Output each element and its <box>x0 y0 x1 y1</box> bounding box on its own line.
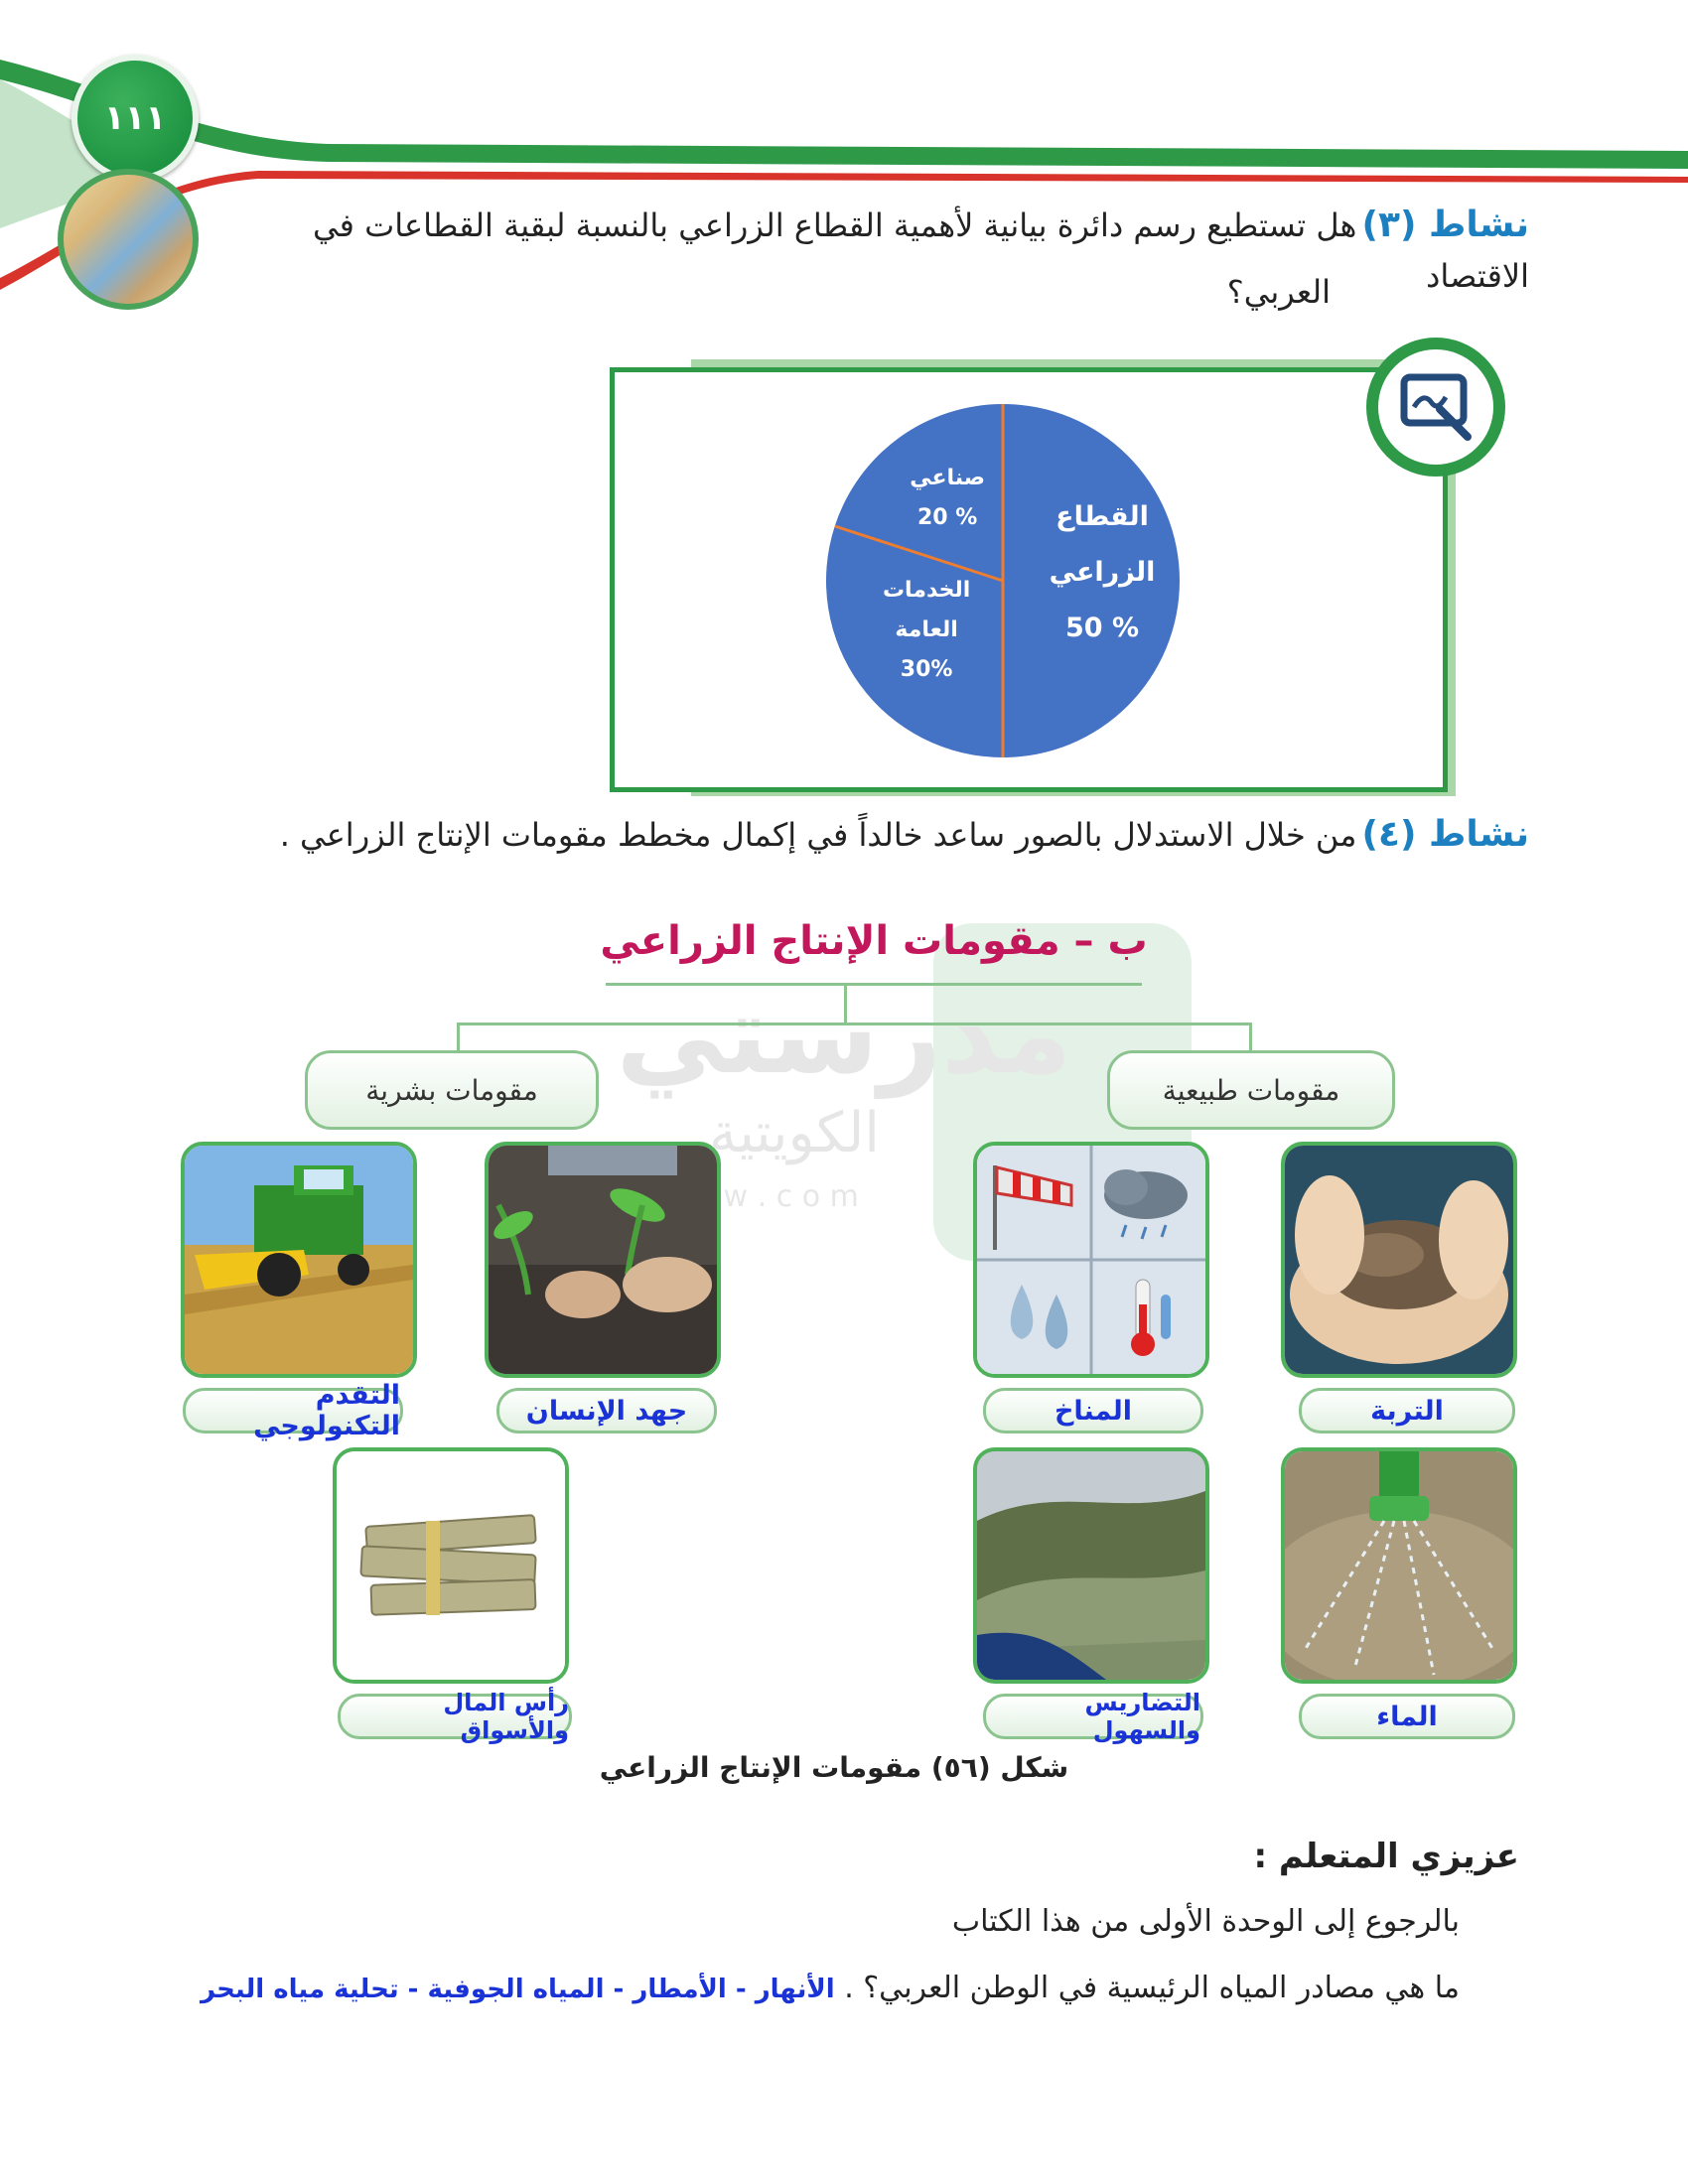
natural-factors-box <box>1107 1050 1395 1130</box>
activity3-question-line1: هل تستطيع رسم دائرة بيانية لأهمية القطاع الزراعي بالنسبة لبقية القطاعات في الاقتصاد <box>312 206 1529 295</box>
learner-question: ما هي مصادر المياه الرئيسية في الوطن العربي؟ . <box>844 1971 1460 2005</box>
figure-caption: شكل (٥٦) مقومات الإنتاج الزراعي <box>599 1751 1069 1784</box>
activity3-question-line2: العربي؟ <box>1226 273 1331 311</box>
pie-chart <box>814 392 1192 769</box>
label-human-effort-text: جهد الإنسان <box>525 1395 688 1427</box>
pie-label-1: الخدمات العامة 30% <box>882 577 971 682</box>
water-sprinkler-photo <box>1281 1447 1517 1684</box>
label-climate <box>983 1388 1203 1433</box>
learner-question-line <box>179 1971 1460 2005</box>
activity4-title: نشاط (٤) <box>1361 814 1529 855</box>
pie-label-2: صناعي % 20 <box>910 466 986 531</box>
label-soil <box>1299 1388 1515 1433</box>
learner-answer: الأنهار - الأمطار - المياه الجوفية - تحلية مياه البحر <box>200 1975 835 2004</box>
page-number-badge <box>71 55 199 182</box>
label-terrain <box>983 1689 1203 1744</box>
label-human-effort <box>496 1388 717 1433</box>
soil-photo <box>1281 1142 1517 1378</box>
label-technology <box>183 1380 403 1441</box>
page-number: ١١١ <box>103 98 167 138</box>
label-climate-text: المناخ <box>1054 1395 1133 1427</box>
watermark-line3: w . c o m <box>723 1179 859 1214</box>
harvester-photo <box>181 1142 417 1378</box>
climate-icons <box>973 1142 1209 1378</box>
activity4-question-text: من خلال الاستدلال بالصور ساعد خالداً في إكمال مخطط مقومات الإنتاج الزراعي . <box>279 816 1357 854</box>
activity4-question <box>228 814 1529 855</box>
watermark-line1: مدرستي <box>616 971 1072 1098</box>
activity3-question <box>209 199 1529 300</box>
diagram-heading: ب – مقومات الإنتاج الزراعي <box>600 918 1148 964</box>
pie-label-0: القطاع الزراعي % 50 <box>1049 501 1156 643</box>
label-capital <box>338 1689 572 1744</box>
connector-right <box>1249 1023 1252 1052</box>
learner-heading: عزيزي المتعلم : <box>1253 1837 1519 1876</box>
human-factors-box <box>305 1050 599 1130</box>
human-factors-title: مقومات بشرية <box>365 1073 538 1107</box>
learner-line1: بالرجوع إلى الوحدة الأولى من هذا الكتاب <box>951 1904 1460 1939</box>
activity3-title: نشاط (٣) <box>1361 205 1529 245</box>
label-soil-text: التربة <box>1370 1395 1444 1427</box>
heading-underline <box>606 983 1142 986</box>
connector-center <box>844 986 847 1025</box>
connector-horizontal <box>457 1023 1251 1025</box>
connector-left <box>457 1023 460 1052</box>
planting-hands-photo <box>485 1142 721 1378</box>
drawing-activity-icon <box>1366 338 1505 477</box>
label-water <box>1299 1694 1515 1739</box>
watermark-line2: الكويتية <box>709 1101 880 1165</box>
money-photo <box>333 1447 569 1684</box>
map-emblem <box>58 169 199 310</box>
label-water-text: الماء <box>1376 1701 1438 1732</box>
drawing-board-icon <box>1378 349 1493 465</box>
label-terrain-text: التضاريس والسهول <box>1084 1689 1200 1744</box>
label-capital-text: رأس المال والأسواق <box>443 1689 569 1744</box>
label-technology-text: التقدم التكنولوجي <box>253 1380 400 1441</box>
natural-factors-title: مقومات طبيعية <box>1162 1073 1340 1107</box>
terrain-photo <box>973 1447 1209 1684</box>
